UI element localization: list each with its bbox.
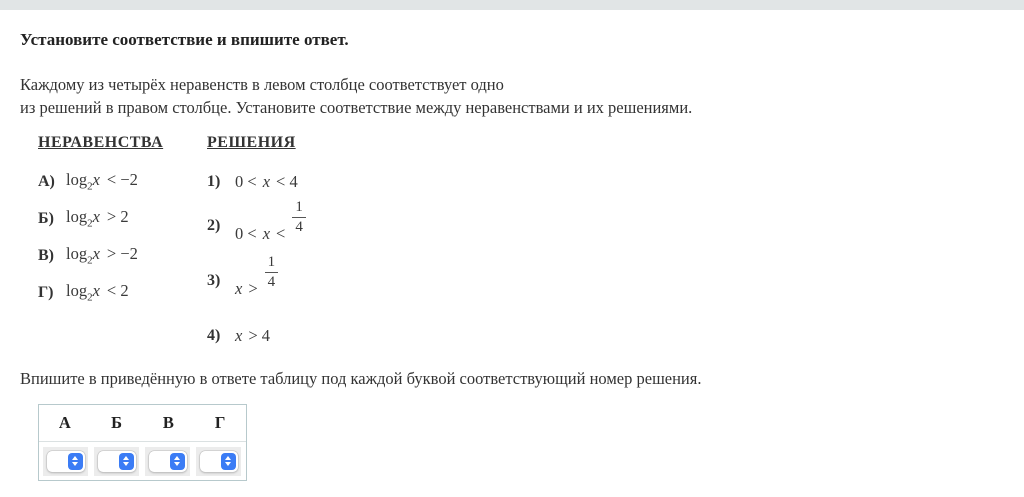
chevron-down-icon (174, 462, 180, 466)
answer-instruction: Впишите в приведённую в ответе таблицу под каждой буквой соответствующий номер решения. (20, 369, 702, 388)
inequality-expression-a: $\log_2x < -2$ (66, 170, 138, 193)
solution-row-4 (207, 317, 306, 354)
inequalities-header: НЕРАВЕНСТВА (38, 134, 164, 151)
inequality-row-a (38, 163, 207, 200)
inequality-label-a: А) (38, 172, 55, 190)
fraction-one-fourth: $\frac{1}{4}$ (265, 254, 279, 290)
answer-column-a: А (58, 413, 71, 432)
task-description (20, 73, 1004, 119)
chevron-up-icon (123, 456, 129, 460)
chevron-down-icon (123, 462, 129, 466)
inequalities-column (38, 134, 207, 354)
chevron-up-icon (225, 456, 231, 460)
matching-section (38, 134, 1004, 354)
solution-expression-3: x > $\frac{1}{4}$ (235, 263, 278, 299)
answer-select-a[interactable] (47, 451, 85, 472)
answer-table-selects-row (39, 442, 246, 480)
chevron-down-icon (225, 462, 231, 466)
solution-expression-4: x > 4 (235, 325, 271, 345)
stepper-arrows-icon[interactable] (170, 453, 185, 470)
answer-select-b-background (94, 447, 139, 476)
solution-expression-2: 0 < x < $\frac{1}{4}$ (235, 208, 306, 244)
stepper-arrows-icon[interactable] (68, 453, 83, 470)
solution-label-2: 2) (207, 217, 221, 234)
solution-row-2 (207, 200, 306, 252)
stepper-arrows-icon[interactable] (119, 453, 134, 470)
chevron-down-icon (72, 462, 78, 466)
inequality-row-v (38, 237, 207, 274)
task-description-line2: из решений в правом столбце. Установите соответствие между неравенствами и их решениями. (20, 98, 693, 117)
solutions-column (207, 134, 306, 354)
answer-table-header (39, 405, 246, 442)
inequality-expression-v: $\log_2x > -2$ (66, 244, 138, 267)
answer-select-g[interactable] (200, 451, 238, 472)
inequalities-list (38, 163, 207, 311)
answer-table (38, 404, 247, 481)
answer-column-v: В (162, 413, 174, 432)
answer-select-v-background (145, 447, 190, 476)
answer-select-g-background (196, 447, 241, 476)
inequality-label-b: Б) (38, 209, 54, 227)
solution-label-4: 4) (207, 326, 221, 344)
solution-label-1: 1) (207, 172, 221, 190)
solution-label-3: 3) (207, 272, 221, 289)
answer-select-a-background (43, 447, 88, 476)
inequality-label-v: В) (38, 246, 54, 264)
inequality-row-g (38, 274, 207, 311)
answer-select-v[interactable] (149, 451, 187, 472)
inequality-expression-b: $\log_2x > 2$ (66, 207, 129, 230)
chevron-up-icon (174, 456, 180, 460)
inequality-label-g: Г) (38, 283, 54, 301)
solution-expression-1: 0 < x < 4 (235, 171, 298, 191)
page-top-strip (0, 0, 1024, 10)
solution-row-1 (207, 163, 306, 200)
answer-column-b: Б (111, 413, 123, 432)
task-description-line1: Каждому из четырёх неравенств в левом столбце соответствует одно (20, 75, 504, 94)
exercise-content (0, 30, 1024, 354)
inequality-expression-g: $\log_2x < 2$ (66, 281, 129, 304)
solution-row-3 (207, 252, 306, 310)
stepper-arrows-icon[interactable] (221, 453, 236, 470)
solutions-header: РЕШЕНИЯ (207, 134, 296, 151)
chevron-up-icon (72, 456, 78, 460)
page-title: Установите соответствие и впишите ответ. (20, 30, 349, 49)
answer-select-b[interactable] (98, 451, 136, 472)
inequality-row-b (38, 200, 207, 237)
fraction-one-fourth: $\frac{1}{4}$ (292, 199, 306, 235)
answer-column-g: Г (214, 413, 226, 432)
answer-section (0, 369, 1024, 481)
